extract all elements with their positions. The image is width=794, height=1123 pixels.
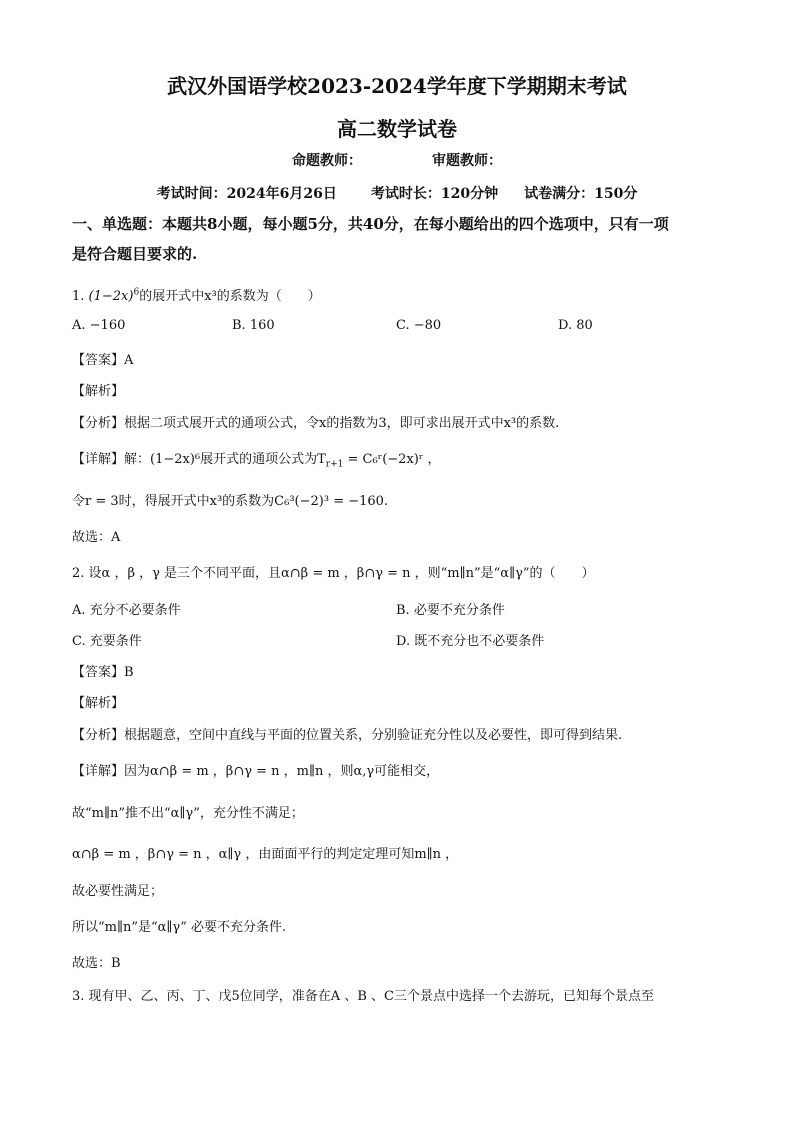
question-text: 设α ，β ，γ 是三个不同平面，且α∩β = m ，β∩γ = n ，则“m∥n”是“α∥γ”的（ ） xyxy=(88,566,595,581)
q1-option-d: D. 80 xyxy=(558,318,593,333)
q2-choose: 故选：B xyxy=(72,956,121,971)
q2-line-2: α∩β = m ，β∩γ = n ，α∥γ ，由面面平行的判定定理可知m∥n ， xyxy=(72,847,459,862)
q2-line-1: 故“m∥n”推不出“α∥γ”，充分性不满足； xyxy=(72,806,304,821)
q1-option-a: A. −160 xyxy=(72,318,126,333)
q1-analysis-label: 【解析】 xyxy=(72,384,125,399)
exam-info-line xyxy=(0,183,794,203)
q2-option-d: D. 既不充分也不必要条件 xyxy=(396,634,545,649)
setter-label: 命题教师： xyxy=(292,153,362,169)
q1-detail-rest: = C₆ʳ(−2x)ʳ ， xyxy=(343,452,441,467)
q2-analysis: 【分析】根据题意，空间中直线与平面的位置关系，分别验证充分性以及必要性，即可得到结果. xyxy=(72,728,623,743)
reviewer-label: 审题教师： xyxy=(432,153,502,169)
q2-line-3: 故必要性满足； xyxy=(72,884,164,899)
question-text: 的展开式中x³的系数为（ ） xyxy=(139,289,321,304)
q1-answer: 【答案】A xyxy=(72,353,134,368)
question-2 xyxy=(72,562,595,581)
section-heading-line1: 一、单选题：本题共8小题，每小题5分，共40分，在每小题给出的四个选项中，只有一项 xyxy=(72,215,669,233)
binomial-exponent: 6 xyxy=(133,287,140,298)
full-score: 试卷满分：150分 xyxy=(524,186,638,202)
q2-option-c: C. 充要条件 xyxy=(72,634,142,649)
q1-detail-text: 【详解】解：(1−2x)⁶展开式的通项公式为T xyxy=(72,452,326,467)
q1-option-b: B. 160 xyxy=(232,318,275,333)
binomial-expression: (1−2x) xyxy=(88,289,134,304)
question-3: 3. 现有甲、乙、丙、丁、戊5位同学，准备在A 、B 、C三个景点中选择一个去游玩，已知每个景点至 xyxy=(72,989,654,1004)
exam-duration: 考试时长：120分钟 xyxy=(370,186,499,202)
q2-option-a: A. 充分不必要条件 xyxy=(72,603,181,618)
question-number: 1. xyxy=(72,289,85,304)
q2-option-b: B. 必要不充分条件 xyxy=(396,603,505,618)
q1-choose: 故选：A xyxy=(72,530,121,545)
q1-option-c: C. −80 xyxy=(396,318,442,333)
q2-analysis-label: 【解析】 xyxy=(72,696,125,711)
q2-line-4: 所以“m∥n”是“α∥γ” 必要不充分条件. xyxy=(72,920,287,935)
q1-detail-subscript: r+1 xyxy=(325,459,344,470)
exam-title: 武汉外国语学校2023-2024学年度下学期期末考试 xyxy=(167,74,627,98)
q1-analysis: 【分析】根据二项式展开式的通项公式，令x的指数为3，即可求出展开式中x³的系数. xyxy=(72,416,560,431)
q1-step: 令r = 3时，得展开式中x³的系数为C₆³(−2)³ = −160. xyxy=(72,494,389,509)
section-heading-line2: 是符合题目要求的. xyxy=(72,245,198,263)
question-number: 2. xyxy=(72,566,85,581)
q1-detail xyxy=(72,448,441,470)
teacher-line xyxy=(0,150,794,170)
q2-answer: 【答案】B xyxy=(72,665,134,680)
exam-time: 考试时间：2024年6月26日 xyxy=(156,186,337,202)
q2-detail: 【详解】因为α∩β = m ，β∩γ = n ，m∥n ，则α,γ可能相交， xyxy=(72,764,440,779)
exam-subtitle: 高二数学试卷 xyxy=(337,117,457,141)
question-1 xyxy=(72,285,321,304)
